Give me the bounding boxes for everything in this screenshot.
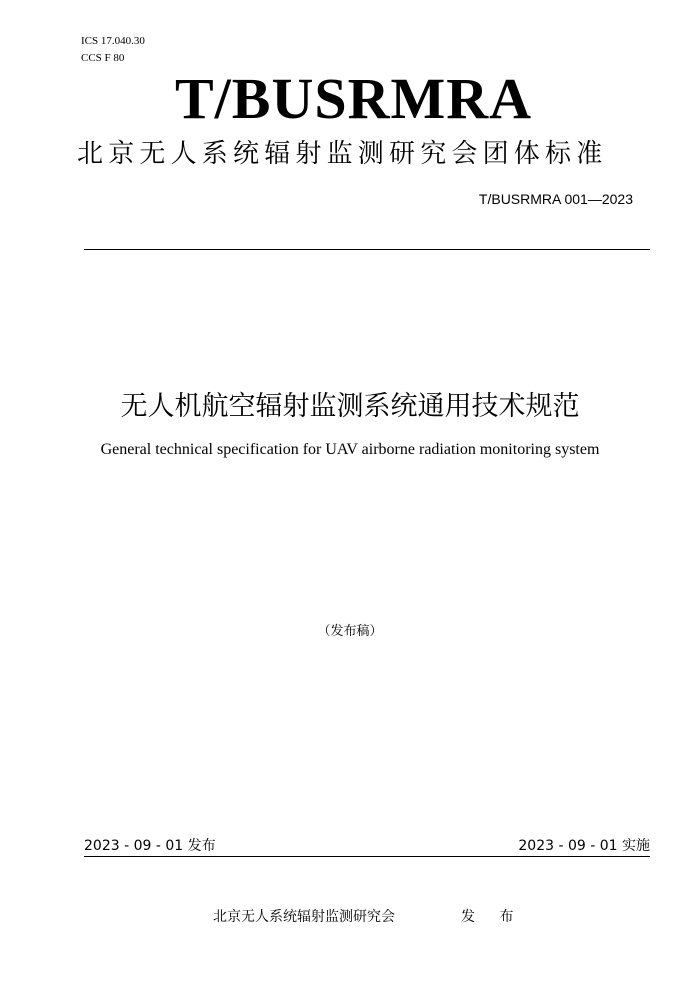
document-title-english: General technical specification for UAV airborne radiation monitoring system (100, 441, 600, 458)
bottom-divider (84, 856, 650, 857)
top-divider (84, 249, 650, 250)
issue-action-label: 发 布 (461, 909, 524, 925)
document-title-chinese: 无人机航空辐射监测系统通用技术规范 (120, 391, 580, 422)
standard-number: T/BUSRMRA 001—2023 (478, 191, 633, 207)
issue-date: 2023 - 09 - 01 发布 (84, 838, 216, 854)
issuing-organization: 北京无人系统辐射监测研究会 (213, 909, 395, 925)
implementation-date: 2023 - 09 - 01 实施 (518, 838, 650, 854)
standard-type-heading: 北京无人系统辐射监测研究会团体标准 (77, 139, 608, 169)
organization-code-logo: T/BUSRMRA (175, 66, 533, 131)
ccs-code: CCS F 80 (81, 52, 125, 64)
ics-code: ICS 17.040.30 (81, 35, 145, 47)
draft-status: （发布稿） (317, 624, 383, 639)
